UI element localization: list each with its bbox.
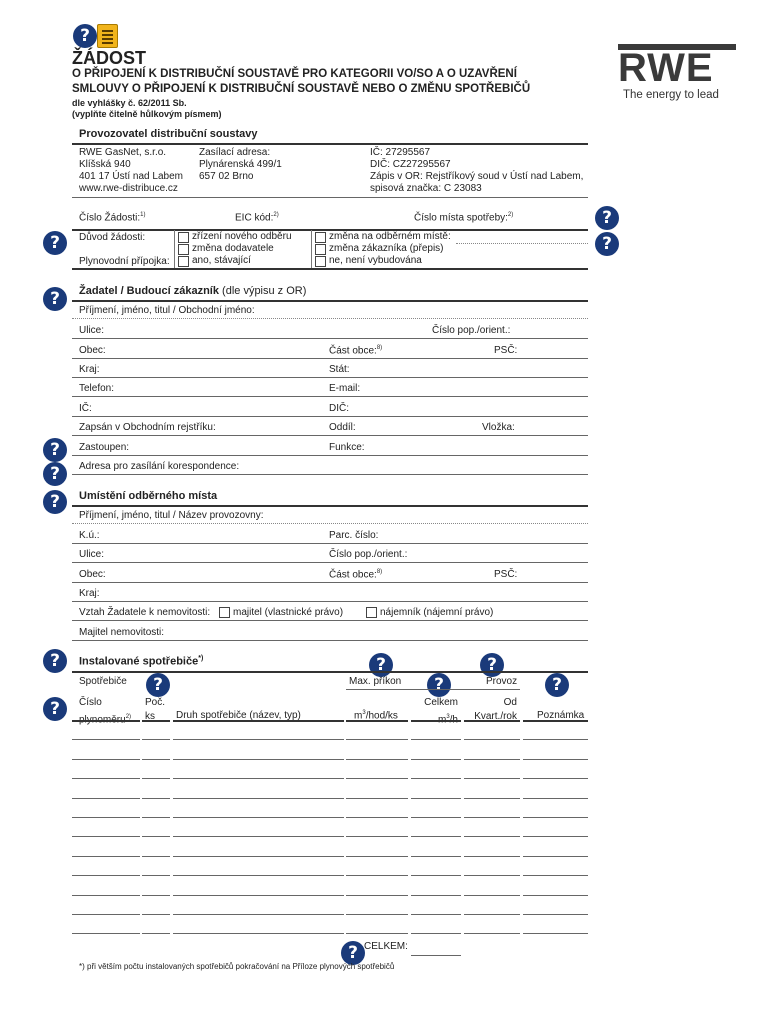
email-label: E-mail: — [329, 383, 361, 394]
dic-label: DIČ: — [329, 403, 349, 414]
help-icon[interactable]: ? — [369, 653, 393, 677]
operator-col1: RWE GasNet, s.r.o. Klíšská 940 401 17 Ústí nad Labem www.rwe-distribuce.cz — [79, 147, 183, 194]
table-cell-line[interactable] — [173, 836, 344, 837]
table-cell-line[interactable] — [411, 778, 461, 779]
applicant-name-field[interactable] — [72, 318, 588, 319]
location-name-field[interactable] — [72, 523, 588, 524]
street-label: Ulice: — [79, 325, 105, 336]
connection-existing-label: ano, stávající — [192, 255, 251, 266]
table-cell-line[interactable] — [72, 856, 140, 857]
insert-label: Vložka: — [482, 422, 515, 433]
divider — [72, 601, 588, 602]
tenant-checkbox[interactable] — [366, 607, 377, 618]
table-cell-line[interactable] — [464, 836, 520, 837]
help-icon[interactable]: ? — [43, 438, 67, 462]
help-icon[interactable]: ? — [480, 653, 504, 677]
table-cell-line[interactable] — [464, 856, 520, 857]
divider — [72, 143, 588, 145]
from-quarter-header: Od Kvart./rok — [474, 697, 517, 722]
table-cell-line[interactable] — [173, 739, 344, 740]
divider — [72, 505, 588, 507]
page-title: ŽÁDOST — [72, 48, 146, 68]
phone-label: Telefon: — [79, 383, 115, 394]
help-icon[interactable]: ? — [43, 287, 67, 311]
help-icon[interactable]: ? — [146, 673, 170, 697]
divider — [72, 543, 588, 544]
property-relation-label: Vztah Žadatele k nemovitosti: — [79, 607, 211, 618]
m3-per-hour-per-piece-header: $m^3/hod/ks$ — [354, 710, 398, 722]
help-icon[interactable]: ? — [595, 206, 619, 230]
table-cell-line[interactable] — [142, 778, 170, 779]
count-header: Poč. ks — [145, 697, 166, 722]
divider — [72, 640, 588, 641]
table-cell-line[interactable] — [464, 778, 520, 779]
help-icon[interactable]: ? — [43, 231, 67, 255]
divider — [72, 455, 588, 456]
owner-label: majitel (vlastnické právo) — [233, 607, 344, 618]
table-cell-line[interactable] — [411, 836, 461, 837]
table-cell-line[interactable] — [523, 817, 588, 818]
table-cell-line[interactable] — [173, 817, 344, 818]
document-icon[interactable] — [97, 24, 118, 48]
table-cell-line[interactable] — [464, 817, 520, 818]
table-cell-line[interactable] — [411, 875, 461, 876]
subtitle-line2: SMLOUVY O PŘIPOJENÍ K DISTRIBUČNÍ SOUSTAVĚ NEBO O ZMĚNU SPOTŘEBIČŮ — [72, 83, 531, 95]
table-cell-line[interactable] — [464, 798, 520, 799]
location-street-label: Ulice: — [79, 549, 105, 560]
max-input-label: Max. příkon — [349, 676, 402, 687]
connection-existing-checkbox[interactable] — [178, 256, 189, 267]
table-cell-line[interactable] — [464, 720, 520, 722]
table-cell-line[interactable] — [72, 759, 140, 760]
owner-checkbox[interactable] — [219, 607, 230, 618]
table-cell-line[interactable] — [346, 739, 408, 740]
meter-number-header: Číslo plynoměru$^{2)}$ — [79, 697, 132, 726]
zip-label: PSČ: — [494, 345, 518, 356]
note-header: Poznámka — [537, 710, 585, 721]
divider — [72, 582, 588, 583]
operator-col2: Zasílací adresa: Plynárenská 499/1 657 02 Brno — [199, 147, 282, 182]
table-cell-line[interactable] — [72, 739, 140, 740]
table-cell-line[interactable] — [464, 875, 520, 876]
consumption-point-label: Číslo místa spotřeby:$^{2)}$ — [414, 212, 514, 224]
table-cell-line[interactable] — [173, 759, 344, 760]
connection-none-label: ne, není vybudována — [329, 255, 422, 266]
city-label: Obec: — [79, 345, 106, 356]
tenant-label: nájemník (nájemní právo) — [380, 607, 494, 618]
table-cell-line[interactable] — [142, 739, 170, 740]
help-icon[interactable]: ? — [43, 649, 67, 673]
table-cell-line[interactable] — [411, 798, 461, 799]
help-icon-top[interactable]: ? — [73, 24, 97, 48]
table-cell-line[interactable] — [346, 817, 408, 818]
eic-code-label: EIC kód:$^{2)}$ — [235, 212, 279, 224]
divider — [72, 377, 588, 378]
table-cell-line[interactable] — [346, 856, 408, 857]
divider — [72, 358, 588, 359]
request-number-label: Číslo Žádosti:$^{1)}$ — [79, 212, 146, 224]
table-cell-line[interactable] — [173, 856, 344, 857]
rwe-logo: RWE — [618, 44, 738, 94]
table-cell-line[interactable] — [411, 739, 461, 740]
divider — [72, 562, 588, 563]
table-cell-line[interactable] — [346, 759, 408, 760]
table-cell-line[interactable] — [411, 720, 461, 722]
table-cell-line[interactable] — [523, 933, 588, 934]
footnote: *) při větším počtu instalovaných spotřebičů pokračování na Příloze plynových spotřebičů — [79, 962, 395, 971]
operator-heading: Provozovatel distribuční soustavy — [79, 128, 258, 140]
table-cell-line[interactable] — [72, 914, 140, 915]
table-cell-line[interactable] — [142, 720, 170, 722]
subtitle-line1: O PŘIPOJENÍ K DISTRIBUČNÍ SOUSTAVĚ PRO KATEGORII VO/SO A O UZAVŘENÍ — [72, 68, 517, 80]
table-cell-line[interactable] — [523, 856, 588, 857]
location-house-number-label: Číslo pop./orient.: — [329, 549, 408, 560]
point-change-field[interactable] — [456, 243, 588, 244]
location-heading: Umístění odběrného místa — [79, 490, 218, 502]
table-cell-line[interactable] — [523, 720, 588, 722]
table-cell-line[interactable] — [523, 778, 588, 779]
represented-label: Zastoupen: — [79, 442, 130, 453]
table-cell-line[interactable] — [72, 798, 140, 799]
table-cell-line[interactable] — [346, 836, 408, 837]
table-cell-line[interactable] — [72, 875, 140, 876]
table-cell-line[interactable] — [346, 778, 408, 779]
table-cell-line[interactable] — [523, 875, 588, 876]
table-cell-line[interactable] — [173, 933, 344, 934]
table-cell-line[interactable] — [142, 895, 170, 896]
customer-change-checkbox[interactable] — [315, 244, 326, 255]
parcel-label: Parc. číslo: — [329, 530, 379, 541]
help-icon[interactable]: ? — [427, 673, 451, 697]
table-cell-line[interactable] — [346, 875, 408, 876]
location-city-part-label: Část obce:$^{8)}$ — [329, 569, 383, 581]
applicant-name-label: Příjmení, jméno, titul / Obchodní jméno: — [79, 305, 255, 316]
divider — [72, 474, 588, 475]
table-cell-line[interactable] — [173, 798, 344, 799]
divider — [72, 416, 588, 417]
point-change-checkbox[interactable] — [315, 232, 326, 243]
table-cell-line[interactable] — [142, 933, 170, 934]
appliances-heading: Instalované spotřebiče*) — [79, 655, 204, 668]
city-part-label: Část obce:$^{8)}$ — [329, 345, 383, 357]
table-cell-line[interactable] — [464, 895, 520, 896]
supplier-change-label: změna dodavatele — [192, 243, 274, 254]
ic-label: IČ: — [79, 403, 92, 414]
divider — [346, 689, 520, 690]
table-cell-line[interactable] — [464, 739, 520, 740]
help-icon[interactable]: ? — [43, 462, 67, 486]
operator-col3: IČ: 27295567 DIČ: CZ27295567 Zápis v OR: Rejstříkový soud v Ústí nad Labem, spisová značka: C 23083 — [370, 147, 584, 194]
applicant-heading: Žadatel / Budoucí zákazník (dle výpisu z OR) — [79, 285, 307, 297]
table-cell-line[interactable] — [72, 895, 140, 896]
house-number-label: Číslo pop./orient.: — [432, 325, 511, 336]
table-cell-line[interactable] — [142, 875, 170, 876]
table-cell-line[interactable] — [346, 895, 408, 896]
help-icon[interactable]: ? — [595, 232, 619, 256]
table-cell-line[interactable] — [411, 856, 461, 857]
table-cell-line[interactable] — [142, 759, 170, 760]
function-label: Funkce: — [329, 442, 365, 453]
total-label: CELKEM: — [364, 941, 408, 952]
reason-label: Důvod žádosti: — [79, 232, 146, 243]
property-owner-label: Majitel nemovitosti: — [79, 627, 165, 638]
table-cell-line[interactable] — [72, 720, 140, 722]
table-cell-line[interactable] — [411, 933, 461, 934]
table-cell-line[interactable] — [346, 914, 408, 915]
table-cell-line[interactable] — [173, 720, 344, 722]
table-cell-line[interactable] — [346, 798, 408, 799]
table-cell-line[interactable] — [72, 933, 140, 934]
divider — [72, 197, 588, 198]
location-name-label: Příjmení, jméno, titul / Název provozovny: — [79, 510, 264, 521]
divider — [72, 671, 588, 673]
fill-note: (vyplňte čitelně hůlkovým písmem) — [72, 109, 222, 119]
location-region-label: Kraj: — [79, 588, 100, 599]
table-cell-line[interactable] — [142, 798, 170, 799]
appliance-type-header: Druh spotřebiče (název, typ) — [176, 710, 301, 721]
divider — [72, 620, 588, 621]
supplier-change-checkbox[interactable] — [178, 244, 189, 255]
divider — [72, 396, 588, 397]
decree-note: dle vyhlášky č. 62/2011 Sb. — [72, 98, 187, 108]
table-cell-line[interactable] — [142, 817, 170, 818]
table-cell-line[interactable] — [464, 914, 520, 915]
table-cell-line[interactable] — [523, 759, 588, 760]
table-cell-line[interactable] — [523, 836, 588, 837]
region-label: Kraj: — [79, 364, 100, 375]
table-cell-line[interactable] — [142, 836, 170, 837]
table-cell-line[interactable] — [72, 778, 140, 779]
operation-label: Provoz — [486, 676, 518, 687]
customer-change-label: změna zákazníka (přepis) — [329, 243, 444, 254]
table-cell-line[interactable] — [173, 778, 344, 779]
connection-none-checkbox[interactable] — [315, 256, 326, 267]
divider — [311, 230, 312, 268]
table-cell-line[interactable] — [173, 895, 344, 896]
divider — [72, 268, 588, 270]
section-label: Oddíl: — [329, 422, 356, 433]
gas-connection-label: Plynovodní přípojka: — [79, 256, 170, 267]
logo-tagline: The energy to lead — [623, 89, 719, 101]
table-cell-line[interactable] — [346, 720, 408, 722]
cadastral-label: K.ú.: — [79, 530, 100, 541]
location-city-label: Obec: — [79, 569, 106, 580]
table-cell-line[interactable] — [411, 895, 461, 896]
help-icon[interactable]: ? — [545, 673, 569, 697]
correspondence-address-label: Adresa pro zasílání korespondence: — [79, 461, 240, 472]
point-change-label: změna na odběrném místě: — [329, 231, 451, 242]
table-cell-line[interactable] — [142, 914, 170, 915]
table-cell-line[interactable] — [346, 933, 408, 934]
registry-label: Zapsán v Obchodním rejstříku: — [79, 422, 216, 433]
table-cell-line[interactable] — [523, 798, 588, 799]
total-m3h-header: Celkem $m^3/h$ — [424, 697, 458, 726]
table-cell-line[interactable] — [523, 739, 588, 740]
help-icon[interactable]: ? — [43, 490, 67, 514]
table-cell-line[interactable] — [142, 856, 170, 857]
divider — [72, 338, 588, 339]
new-connection-label: zřízení nového odběru — [192, 231, 292, 242]
help-icon[interactable]: ? — [341, 941, 365, 965]
table-cell-line[interactable] — [72, 836, 140, 837]
table-cell-line[interactable] — [464, 759, 520, 760]
divider — [72, 435, 588, 436]
help-icon[interactable]: ? — [43, 697, 67, 721]
table-cell-line[interactable] — [173, 914, 344, 915]
state-label: Stát: — [329, 364, 350, 375]
new-connection-checkbox[interactable] — [178, 232, 189, 243]
location-zip-label: PSČ: — [494, 569, 518, 580]
table-cell-line[interactable] — [523, 914, 588, 915]
table-cell-line[interactable] — [411, 914, 461, 915]
table-cell-line[interactable] — [523, 895, 588, 896]
divider — [174, 230, 175, 268]
table-cell-line[interactable] — [411, 759, 461, 760]
appliances-label: Spotřebiče — [79, 676, 127, 687]
table-cell-line[interactable] — [72, 817, 140, 818]
total-field[interactable] — [411, 955, 461, 956]
table-cell-line[interactable] — [173, 875, 344, 876]
table-cell-line[interactable] — [464, 933, 520, 934]
table-cell-line[interactable] — [411, 817, 461, 818]
divider — [72, 300, 588, 302]
